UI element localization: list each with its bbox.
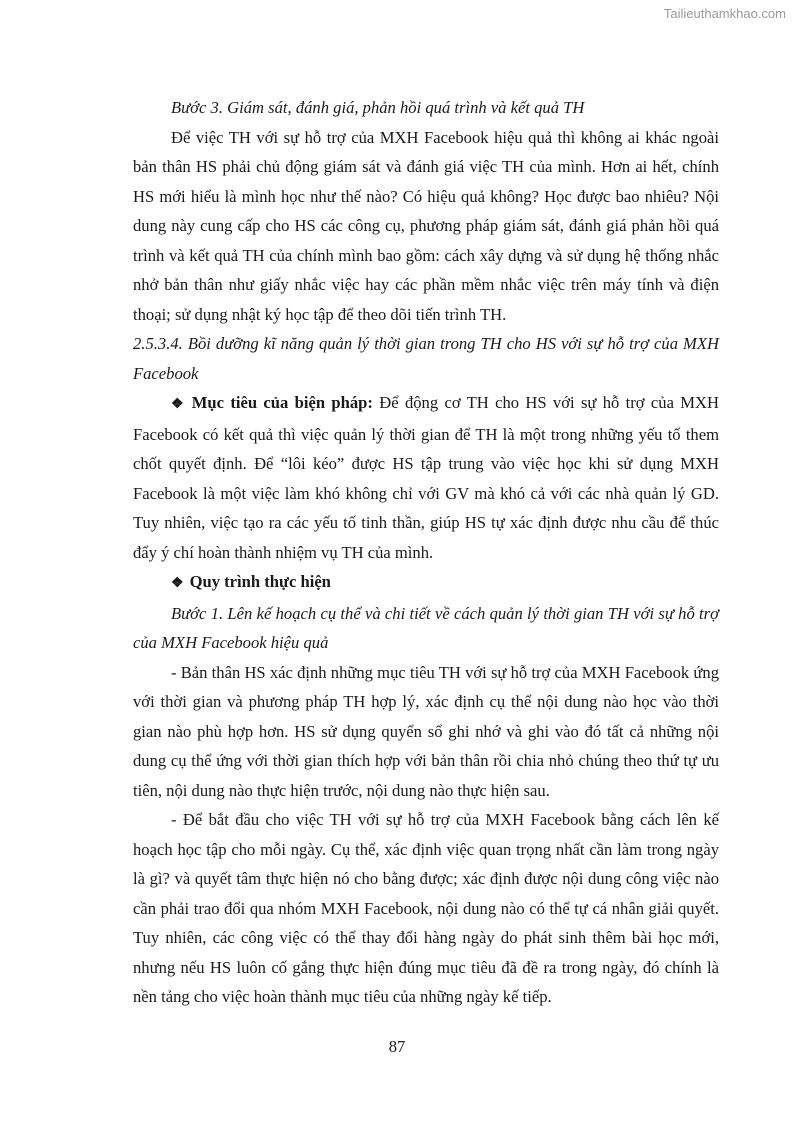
diamond-bullet-icon: ❖ <box>171 397 186 412</box>
goal-paragraph <box>133 388 719 567</box>
watermark: Tailieuthamkhao.com <box>663 6 786 21</box>
page-number: 87 <box>388 1037 406 1056</box>
subsection-heading: 2.5.3.4. Bồi dưỡng kĩ năng quản lý thời gian trong TH cho HS với sự hỗ trợ của MXH Facebook <box>133 334 719 383</box>
step3-heading: Bước 3. Giám sát, đánh giá, phản hồi quá trình và kết quả TH <box>171 98 585 117</box>
step1-heading: Bước 1. Lên kế hoạch cụ thể và chi tiết về cách quản lý thời gian TH với sự hỗ trợ của MXH Facebook hiệu quả <box>133 603 719 652</box>
page-content <box>133 93 719 1012</box>
process-heading <box>133 567 719 599</box>
goal-body: Để động cơ TH cho HS với sự hỗ trợ của MXH Facebook có kết quả thì việc quản lý thời gian để TH là một trong những yếu tố them chốt quyết định. Để “lôi kéo” được HS tập trung vào việc học khi sử dụng MXH Facebook là một việc làm khó không chỉ với GV mà khó cả với các nhà quản lý GD. Tuy nhiên, việc tạo ra các yếu tố tinh thần, giúp HS tự xác định được nhu cầu để thúc đẩy ý chí hoàn thành nhiệm vụ TH của mình. <box>133 393 719 562</box>
step1-paragraph-2: - Để bắt đầu cho việc TH với sự hỗ trợ của MXH Facebook bằng cách lên kế hoạch học tập cho mỗi ngày. Cụ thể, xác định việc quan trọng nhất cần làm trong ngày là gì? và quyết tâm thực hiện nó cho bằng được; xác định được nội dung công việc nào cần phải trao đổi qua nhóm MXH Facebook, nội dung nào có thể tự cá nhân giải quyết. Tuy nhiên, các công việc có thể thay đổi hàng ngày do phát sinh thêm bài học mới, nhưng nếu HS luôn cố gắng thực hiện đúng mục tiêu đã đề ra trong ngày, đó chính là nền tảng cho việc hoàn thành mục tiêu của những ngày kế tiếp. <box>133 810 719 1006</box>
diamond-bullet-icon: ❖ <box>171 576 184 591</box>
step1-paragraph-1: - Bản thân HS xác định những mục tiêu TH với sự hỗ trợ của MXH Facebook ứng với thời gian và phương pháp TH hợp lý, xác định cụ thể nội dung nào học vào thời gian nào phù hợp hơn. HS sử dụng quyển sổ ghi nhớ và ghi vào đó tất cả những nội dung cụ thể ứng với thời gian thích hợp với bản thân rồi chia nhỏ chúng theo thứ tự ưu tiên, nội dung nào thực hiện trước, nội dung nào thực hiện sau. <box>133 662 719 800</box>
goal-label: Mục tiêu của biện pháp: <box>191 393 373 412</box>
process-label: Quy trình thực hiện <box>189 572 331 591</box>
step3-body: Để việc TH với sự hỗ trợ của MXH Facebook hiệu quả thì không ai khác ngoài bản thân HS phải chủ động giám sát và đánh giá việc TH của mình. Hơn ai hết, chính HS mới hiểu là mình học như thế nào? Có hiệu quả không? Học được bao nhiêu? Nội dung này cung cấp cho HS các công cụ, phương pháp giám sát, đánh giá phản hồi quá trình và kết quả TH của chính mình bao gồm: cách xây dựng và sử dụng hệ thống nhắc nhở bản thân như giấy nhắc việc hay các phần mềm nhắc việc trên máy tính và điện thoại; sử dụng nhật ký học tập để theo dõi tiến trình TH. <box>133 127 719 324</box>
